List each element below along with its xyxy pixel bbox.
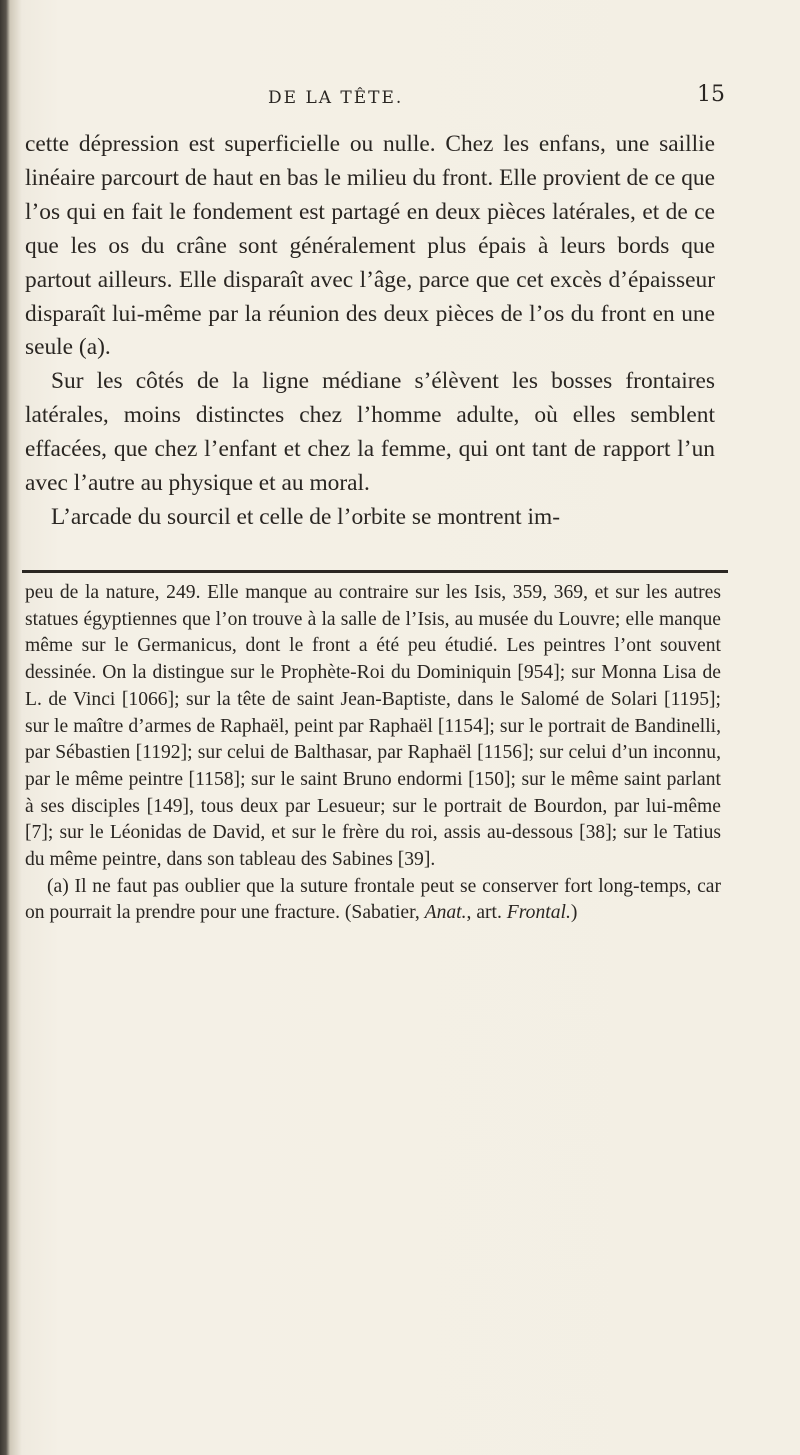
main-text: [25, 128, 715, 535]
paragraph-3: L’arcade du sourcil et celle de l’orbite se montrent im-: [51, 503, 560, 530]
footnote-rule: [22, 570, 728, 573]
footnote-a-between: , art.: [466, 902, 507, 924]
page-header: [0, 82, 800, 122]
paragraph-1: cette dépression est superficielle ou nulle. Chez les enfans, une saillie linéaire parcourt de haut en bas le milieu du front. Elle provient de ce que l’os qui en fait le fondement est partagé en deux pièces latérales, et de ce que les os du crâne sont généralement plus épais à leurs bords que partout ailleurs. Elle disparaît avec l’âge, parce que cet excès d’épaisseur disparaît lui-même par la réunion des deux pièces de l’os du front en une seule (a).: [25, 131, 715, 361]
footnote-a-text: (a) Il ne faut pas oublier que la suture frontale peut se conserver fort long-temps, car on pourrait la prendre pour une fracture. (Sabatier,: [25, 875, 721, 924]
page-number: 15: [697, 82, 725, 107]
running-head: DE LA TÊTE.: [268, 88, 404, 108]
footnotes: [25, 580, 721, 927]
footnote-a-article: Frontal.: [506, 902, 571, 924]
footnote-a-close: ): [570, 902, 578, 924]
footnote-a-source: Anat.: [424, 902, 467, 924]
footnote-continuation: peu de la nature, 249. Elle manque au contraire sur les Isis, 359, 369, et sur les autres statues égyptiennes que l’on trouve à la salle de l’Isis, au musée du Louvre; elle manque même sur le Germanicus, dont le front a été peu étudié. Les peintres l’ont souvent dessinée. On la distingue sur le Prophète-Roi du Dominiquin [954]; sur Monna Lisa de L. de Vinci [1066]; sur la tête de saint Jean-Baptiste, dans le Salomé de Solari [1195]; sur le maître d’armes de Raphaël, peint par Raphaël [1154]; sur le portrait de Bandinelli, par Sébastien [1192]; sur celui de Balthasar, par Raphaël [1156]; sur celui d’un inconnu, par le même peintre [1158]; sur le saint Bruno endormi [150]; sur le même saint parlant à ses disciples [149], tous deux par Lesueur; sur le portrait de Bourdon, par lui-même [7]; sur le Léonidas de David, et sur le frère du roi, assis au-dessous [38]; sur le Tatius du même peintre, dans son tableau des Sabines [39].: [25, 582, 721, 871]
paragraph-2: Sur les côtés de la ligne médiane s’élèvent les bosses frontaires latérales, moins distinctes chez l’homme adulte, où elles semblent effacées, que chez l’enfant et chez la femme, qui ont tant de rapport l’un avec l’autre au physique et au moral.: [25, 368, 715, 497]
footnote-a: [25, 874, 721, 927]
